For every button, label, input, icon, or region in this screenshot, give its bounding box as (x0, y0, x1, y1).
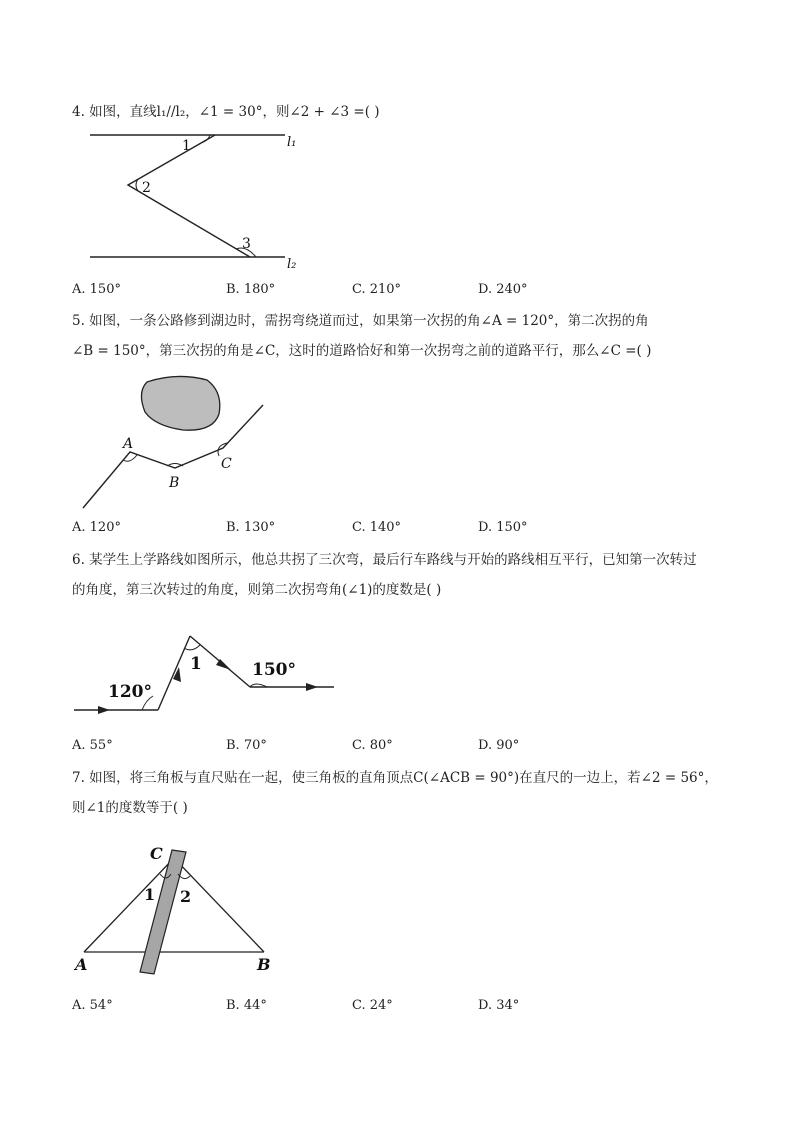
q7-point-c: C (150, 844, 163, 863)
q7-option-a[interactable]: A. 54° (72, 998, 113, 1013)
q6-stem-line1: 6. 某学生上学路线如图所示，他总共拐了三次弯，最后行车路线与开始的路线相互平行，已知第一次转过 (72, 552, 697, 568)
q5-stem-line2: ∠B = 150°，第三次拐的角是∠C，这时的道路恰好和第一次拐弯之前的道路平行，那么∠C =( ) (72, 343, 652, 359)
q6-angle1-label: 1 (190, 654, 202, 674)
q7-figure (70, 838, 285, 978)
q4-figure (80, 125, 310, 275)
q4-option-d[interactable]: D. 240° (478, 282, 528, 297)
q7-point-a: A (75, 955, 88, 974)
q5-option-c[interactable]: C. 140° (352, 520, 402, 535)
q4-option-b[interactable]: B. 180° (226, 282, 276, 297)
q5-option-a[interactable]: A. 120° (72, 520, 121, 535)
q7-option-b[interactable]: B. 44° (226, 998, 267, 1013)
q4-angle1-label: 1 (182, 138, 191, 154)
q6-figure (70, 630, 340, 725)
q5-point-b: B (169, 475, 180, 491)
q6-option-c[interactable]: C. 80° (352, 738, 393, 753)
q4-option-a[interactable]: A. 150° (72, 282, 121, 297)
q6-option-b[interactable]: B. 70° (226, 738, 267, 753)
q6-option-d[interactable]: D. 90° (478, 738, 520, 753)
q5-point-c: C (221, 456, 232, 472)
q4-stem: 4. 如图，直线l₁//l₂，∠1 = 30°，则∠2 + ∠3 =( ) (72, 104, 380, 120)
q7-stem-line2: 则∠1的度数等于( ) (72, 800, 188, 816)
q7-option-d[interactable]: D. 34° (478, 998, 520, 1013)
q6-stem-line2: 的角度，第三次转过的角度，则第二次拐弯角(∠1)的度数是( ) (72, 582, 442, 598)
q5-option-b[interactable]: B. 130° (226, 520, 276, 535)
lake-shape (141, 376, 219, 430)
q4-angle3-label: 3 (242, 236, 251, 252)
q4-l2-label: l₂ (287, 257, 297, 272)
q7-option-c[interactable]: C. 24° (352, 998, 393, 1013)
q7-angle2-label: 2 (180, 887, 192, 906)
q4-l1-label: l₁ (287, 135, 297, 150)
q6-angle-150-label: 150° (252, 660, 296, 680)
q4-angle2-label: 2 (142, 180, 151, 196)
q7-angle1-label: 1 (144, 885, 156, 904)
q5-stem-line1: 5. 如图，一条公路修到湖边时，需拐弯绕道而过，如果第一次拐的角∠A = 120°，第二次拐的角 (72, 313, 649, 329)
q6-option-a[interactable]: A. 55° (72, 738, 113, 753)
q7-stem-line1: 7. 如图，将三角板与直尺贴在一起，使三角板的直角顶点C(∠ACB = 90°)在直尺的一边上，若∠2 = 56°， (72, 770, 718, 786)
q4-option-c[interactable]: C. 210° (352, 282, 402, 297)
q5-point-a: A (123, 436, 134, 452)
q6-angle-120-label: 120° (108, 682, 152, 702)
q5-figure (75, 370, 275, 515)
q5-option-d[interactable]: D. 150° (478, 520, 528, 535)
q7-point-b: B (257, 955, 271, 974)
